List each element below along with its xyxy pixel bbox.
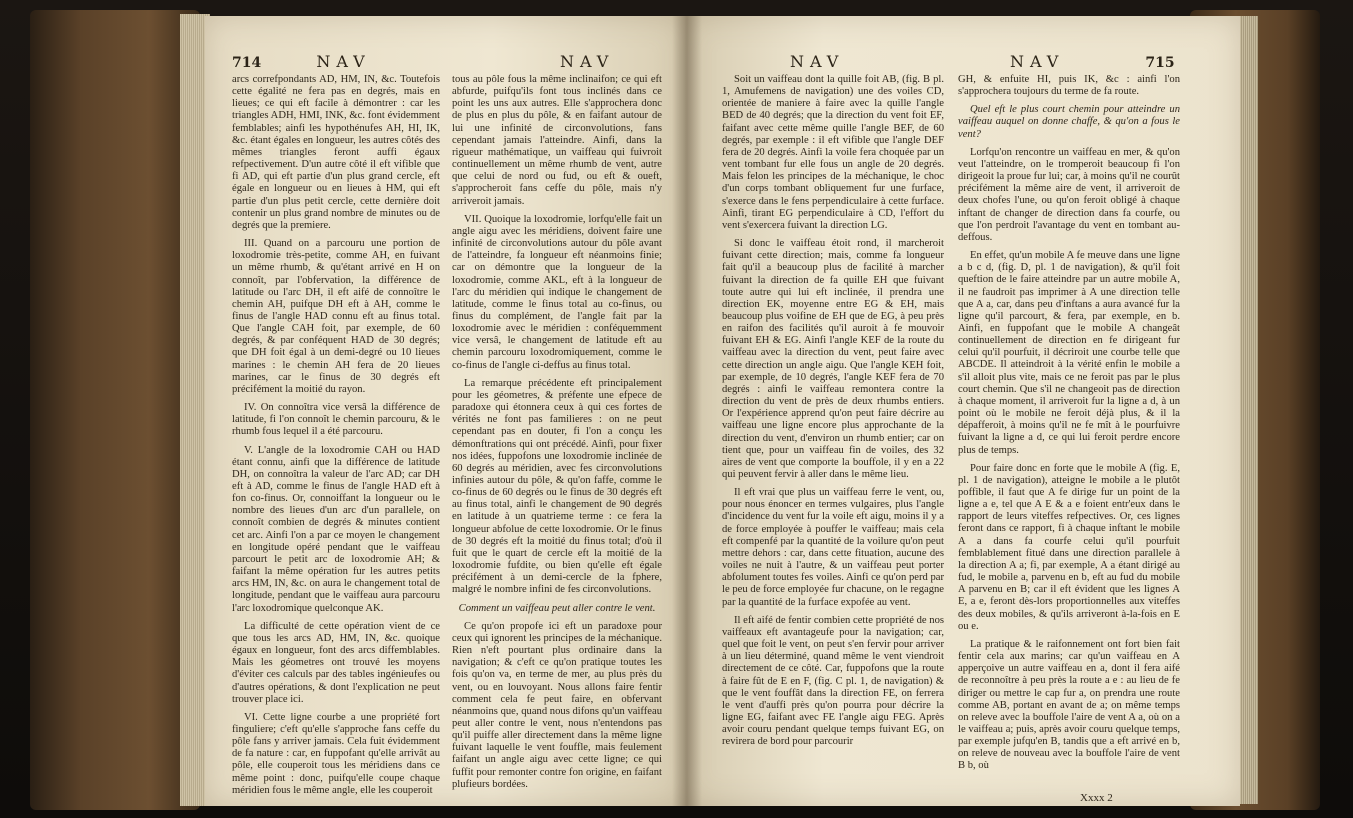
right-page-header [1010, 52, 1175, 71]
left-running-head-b: NAV [560, 52, 615, 71]
section-heading: Comment un vaiffeau peut aller contre le vent. [458, 602, 656, 614]
left-running-head-a: NAV [316, 52, 371, 71]
paragraph: tous au pôle fous la même inclinaifon; ce qui eft abfurde, puifqu'ils font tous inclinés dans ce point les uns aux autres. Elle s'approchera donc de plus en plus du pôle, & en faifant autour de lui une infinité de circonvolutions, fans cependant jamais l'atteindre. Ainfi, dans la rigueur mathématique, un vaiffeau qui fuivroit continuellement un même rhumb de vent, autre que celui de nord ou fud, ou eft & oueft, s'approcheroit fans ceffe du pôle, mais n'y arriveroit jamais. [452, 74, 662, 207]
text-column-2 [452, 74, 662, 789]
paragraph: III. Quand on a parcouru une portion de loxodromie très-petite, comme AH, en fuivant un même rhumb, & qu'étant arrivé en H on connoît, par l'obfervation, la différence de latitude ou l'arc DH, il eft aifé de connoître le chemin AH, puifque DH eft à AH, comme le finus de l'angle HAD connu eft au finus total. Que l'angle CAH foit, par exemple, de 60 degrés, & par conféquent HAD de 30 degrés; que DH foit égal à un demi-degré ou 10 lieues marines : le chemin AH fera de 20 lieues marines, car le finus de 30 degrés eft précifément la moitié du rayon. [232, 238, 440, 395]
paragraph: En effet, qu'un mobile A fe meuve dans une ligne a b c d, (fig. D, pl. 1 de navigation), & qu'il foit queftion de le faire atteindre par un autre mobile A, il ne faudroit pas imprimer à A une direction telle que A a, car, dans peu d'inftans a aura avancé fur la ligne qu'il parcourt, & fera, par exemple, en b. Ainfi, en fuppofant que le mobile A changeât continuellement de direction en fe dirigeant fur celui qu'il pourfuit, il décriroit une courbe telle que ABCDE. Il atteindroit à la vérité enfin le mobile a s'il alloit plus vite, mais ce ne feroit pas par le plus court chemin. Que s'il ne changeoit pas de direction à chaque moment, il arriveroit fur la ligne a d, à un point où le mobile ne feroit déjà plus, & il la dépafferoit, à moins qu'il ne fe mît à le pourfuivre fuivant la ligne a d, ce qui lui feroit perdre encore plus de temps. [958, 250, 1180, 456]
signature-mark: Xxxx 2 [1080, 792, 1113, 804]
right-running-head-b: NAV [1010, 52, 1065, 71]
paragraph: Lorfqu'on rencontre un vaiffeau en mer, & qu'on veut l'atteindre, on le tromperoit beaucoup fi l'on dirigeoit la proue fur lui; car, à moins qu'il ne courût précifément la même aire de vent, il arriveroit de deux chofes l'une, ou qu'on feroit obligé à chaque inftant de changer de direction dans fa courfe, ou que l'on perdroit l'avantage du vent en tombant au-deffous. [958, 146, 1180, 243]
paragraph: Il eft aifé de fentir combien cette propriété de nos vaiffeaux eft avantageufe pour la navigation; car, quel que foit le vent, on peut s'en fervir pour arriver à un lieu déterminé, quand même le vent viendroit directement de ce côté. Car, fuppofons que la route à faire fût de E en F, (fig. C pl. 1, de navigation) & que le vent fouffât dans la direction FE, on ferrera le vent d'auffi près qu'on pourra pour décrire la ligne EG, faifant avec FE l'angle aigu FEG. Après avoir couru pendant quelque temps fuivant EG, on revirera de bord pour parcourir [722, 614, 944, 748]
book-gutter [672, 16, 702, 806]
paragraph: V. L'angle de la loxodromie CAH ou HAD étant connu, ainfi que la différence de latitude DH, on connoîtra la valeur de l'arc AD; car DH eft à AD, comme le finus de l'angle HAD eft à fon co-finus. Or, connoiffant la longueur ou le nombre des lieues d'un arc d'un parallele, on connoît combien de degrés & minutes contient cet arc. Ainfi l'on a par ce moyen le changement en longitude opéré pendant que le vaiffeau parcourt le petit arc de loxodromie AH; & faifant la même opération fur les autres petits arcs HM, IN, &c. on aura le changement total de longitude, pendant que le vaiffeau aura parcouru l'arc loxodromique quelconque AK. [232, 444, 440, 614]
text-column-1 [232, 74, 440, 796]
paragraph: Il eft vrai que plus un vaiffeau ferre le vent, ou, pour nous énoncer en termes vulgaires, plus l'angle d'incidence du vent fur la voile eft aigu, moins il y a de force employée à pouffer le vaiffeau; mais cela eft compenfé par la quantité de la voilure qu'on peut mettre dehors : car, dans cette fituation, aucune des voiles ne nuit à l'autre, & un vaiffeau peut porter abfolument toutes fes voiles. Ainfi ce qu'on perd par le peu de force employée fur chacune, on le regagne par la quantité de la furface expofée au vent. [722, 487, 944, 608]
left-cover-board [30, 10, 200, 810]
paragraph: La remarque précédente eft principalement pour les géometres, & préfente une efpece de paradoxe qui étonnera ceux à qui ces fortes de vérités ne font pas familieres : on ne peut cependant pas en douter, fi l'on a conçu les démonftrations qui ont précédé. Ainfi, pour fixer nos idées, fuppofons une loxodromie inclinée de 60 degrés au méridien, avec fes circonvolutions infinies autour du pôle, & qu'on faffe, comme le co-finus de 60 degrés ou le finus de 30 degrés eft au finus total, ainfi le changement de 90 degrés en latitude à un quatrieme terme : ce fera la longueur abfolue de cette loxodromie. Or le finus de 30 degrés eft la moitié du finus total; d'où il fuit que le quart de cercle eft la moitié de la loxodromie fufdite, ou bien qu'elle eft égale précifément à un demi-cercle de la fphere, malgré le nombre infini de fes circonvolutions. [452, 377, 662, 596]
paragraph: La difficulté de cette opération vient de ce que tous les arcs AD, HM, IN, &c. quoique égaux en longueur, font des arcs diffemblables. Mais les géometres ont trouvé les moyens d'éviter ces calculs par des tables ingénieufes ou d'autres opérations, & dont l'explication ne peut trouver place ici. [232, 620, 440, 705]
text-column-4 [958, 74, 1180, 789]
paragraph: VI. Cette ligne courbe a une propriété fort finguliere; c'eft qu'elle s'approche fans ceffe du pôle fans y arriver jamais. Cela fuit évidemment de fa nature : car, en fuppofant qu'elle arrivât au pôle, elle couperoit tous les méridiens dans ce même point : donc, puifqu'elle coupe chaque méridien fous le même angle, elle les couperoit [232, 711, 440, 796]
paragraph: IV. On connoîtra vice versâ la différence de latitude, fi l'on connoît le chemin parcouru, & le rhumb fous lequel il a été parcouru. [232, 402, 440, 438]
section-heading: Quel eft le plus court chemin pour atteindre un vaiffeau auquel on donne chaffe, & qu'on a fous le vent? [958, 104, 1180, 140]
right-page-number: 715 [1145, 55, 1175, 71]
paragraph: arcs correfpondants AD, HM, IN, &c. Toutefois cette égalité ne fera pas en degrés, mais en lieues; ce qui eft facile à démontrer : car les triangles ADH, HMI, INK, &c. font évidemment femblables; ainfi les hypothénufes AH, HI, IK, &c. étant égales en longueur, les autres côtés des mêmes triangles feront auffi égaux refpectivement. D'un autre côté il eft vifible que fi AD, qui eft partie d'un plus grand cercle, eft égale en longueur ou en lieues à HM, qui eft partie d'un plus petit cercle, cette dernière doit contenir un plus grand nombre de minutes ou de degrés que la premiere. [232, 74, 440, 231]
paragraph: GH, & enfuite HI, puis IK, &c : ainfi l'on s'approchera toujours du terme de fa route. [958, 74, 1180, 98]
paragraph: Si donc le vaiffeau étoit rond, il marcheroit fuivant cette direction; mais, comme fa longueur fait qu'il a beaucoup plus de facilité à marcher fuivant la direction de fa quille EH que fuivant toute autre qui lui eft inclinée, il prendra une direction EK, moyenne entre EG & EH, mais beaucoup plus voifine de EH que de EG, à peu près en raifon des facilités qu'il auroit à fe mouvoir fuivant EH & EG. Ainfi l'angle KEF de la route du vaiffeau avec la direction du vent, peut faire avec cette direction un angle aigu. Que l'angle KEH foit, par exemple, de 10 degrés, l'angle KEF fera de 70 degrés : ainfi le vaiffeau remontera contre la direction du vent de près de deux rhumbs entiers. Or l'expérience apprend qu'on peut faire décrire au vaiffeau une ligne encore plus approchante de la direction du vent, d'environ un rhumb entier; car on tient que, pour un vaiffeau fin de voiles, des 32 aires de vent que comporte la bouffole, il y en a 22 qui peuvent fervir à aller dans le même lieu. [722, 238, 944, 480]
left-page-number: 714 [232, 55, 262, 71]
paragraph: VII. Quoique la loxodromie, lorfqu'elle fait un angle aigu avec les méridiens, doivent faire une infinité de circonvolutions autour du pôle avant de l'atteindre, fa longueur eft néanmoins finie; car on démontre que la longueur de la loxodromie, comme AKL, eft à la longueur de l'arc du méridien qui indique le changement de latitude, comme le finus total au co-finus, ou finus du complément, de l'angle fait par la loxodromie avec le méridien : conféquemment vice versâ, le changement de latitude eft au chemin parcouru loxodromiquement, comme le co-finus de l'angle ci-deffus au finus total. [452, 213, 662, 371]
paragraph: Pour faire donc en forte que le mobile A (fig. E, pl. 1 de navigation), atteigne le mobile a le plutôt poffible, il faut que A fe dirige fur un point de la ligne a e, tel que A E & a e foient entr'eux dans le rapport de leurs viteffes refpectives. Or, ces lignes feront dans ce rapport, fi à chaque inftant le mobile A a dans fa courfe celui qu'il pourfuit femblablement fitué dans une direction parallele à la direction A a; fi, par exemple, A a étant dirigé au fud, le mobile a, parvenu en b, eft au fud du mobile A parvenu en B; car il eft évident que les lignes A E, a e, feront dès-lors proportionnelles aux viteffes des deux mobiles, & qu'ils arriveront à-la-fois en E ou e. [958, 462, 1180, 632]
text-column-3 [722, 74, 944, 789]
right-running-head-a: NAV [790, 52, 845, 71]
paragraph: La pratique & le raifonnement ont fort bien fait fentir cela aux marins; car qu'un vaiffeau en A apperçoive un autre vaiffeau en a, dont il fera aifé de reconnoître à peu près la route a e : au lieu de fe diriger ou mettre le cap fur a, on prendra une route comme AB, portant en avant de a; on même temps on releve avec la bouffole l'aire de vent A a, où on a le vaiffeau a; puis, après avoir couru quelque temps, par exemple jufqu'en B, tandis que a eft arrivé en b, on releve de nouveau avec la bouffole l'aire de vent B b, où [958, 638, 1180, 772]
paragraph: Ce qu'on propofe ici eft un paradoxe pour ceux qui ignorent les principes de la méchanique. Rien n'eft pourtant plus ordinaire dans la navigation; & c'eft ce qu'on pratique toutes les fois qu'on va, en terme de mer, au plus près du vent, ou en louvoyant. Nous allons faire fentir comment cela fe peut faire, en obfervant néanmoins que, quand nous difons qu'un vaiffeau peut aller contre le vent, nous n'entendons pas qu'il puiffe aller directement dans la même ligne fuivant laquelle le vent fouffle, mais feulement faifant un angle aigu avec cette ligne; ce qui fuffit pour remonter contre fon origine, en faifant plufieurs bordées. [452, 620, 662, 790]
paragraph: Soit un vaiffeau dont la quille foit AB, (fig. B pl. 1, Amufemens de navigation) une des voiles CD, orientée de maniere à faire avec la quille l'angle BED de 40 degrés; que la direction du vent foit EF, faifant avec cette même quille l'angle BEF, de 60 degrés, par exemple : il eft vifible que l'angle DEF fera de 20 degrés. Ainfi la voile fera choquée par un vent tombant fur elle fous un angle de 20 degrés. Mais felon les principes de la méchanique, le choc d'un corps tombant obliquement fur une furface, s'exerce dans le fens perpendiculaire à cette furface. Ainfi, tirant EG perpendiculaire à CD, l'effort du vent s'exercera fuivant la direction LG. [722, 74, 944, 231]
left-page-header [232, 52, 371, 71]
